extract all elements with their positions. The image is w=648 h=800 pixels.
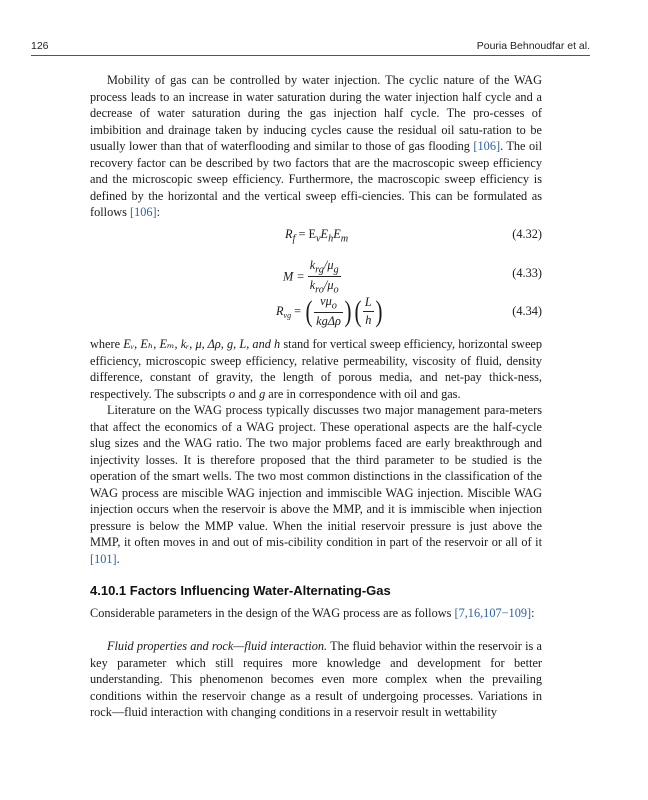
paragraph-4 (90, 605, 542, 622)
eq-symbol: = E (298, 227, 316, 241)
eq-4-34-body (276, 294, 384, 329)
para2-end: are in correspondence with oil and gas. (265, 386, 461, 401)
eq-symbol: /μ (323, 278, 334, 293)
eq-symbol: o (333, 284, 339, 296)
page-header (31, 40, 590, 54)
eq-symbol: R (276, 304, 284, 319)
para2-text: stand for vertical sweep efficiency, horizontal sweep efficiency, microscopic sweep efficiency, relative permeability, viscosity of fluid, density difference, constant of gravity, the length of porous media, and net-pay thick-ness, respectively. The subscripts (90, 337, 543, 401)
eq-symbol: f (292, 233, 296, 245)
eq-4-32-body (285, 227, 348, 244)
para5-italic-lead: Fluid properties and rock—fluid interaction. (107, 639, 328, 653)
fraction (363, 295, 374, 328)
eq-symbol: R (285, 227, 293, 241)
fraction (314, 294, 343, 329)
paren-right: ) (344, 294, 352, 328)
equation-number: (4.32) (512, 227, 542, 241)
variable-list: Eᵥ, Eₕ, Eₘ, kᵣ, μ, Δρ, g, L, and h (123, 337, 281, 351)
eq-symbol: = (294, 304, 302, 319)
para2-where: where (90, 337, 124, 351)
citation-link[interactable]: [101] (90, 551, 117, 566)
para1-end: : (156, 205, 161, 219)
eq-symbol: g (333, 264, 339, 276)
eq-symbol: ro (315, 284, 324, 296)
eq-symbol: k (309, 258, 316, 272)
eq-symbol: m (340, 233, 349, 245)
running-title: Pouria Behnoudfar et al. (476, 40, 590, 52)
eq-symbol: L (364, 295, 372, 310)
para1-text: Mobility of gas can be controlled by water injection. The cyclic nature of the WAG process leads to an increase in water saturation during the water injection half cycle and a decrease of water saturation during the gas injection half cycle. The pro-cesses of imbibition and drainage taken by inducing cycles cause the residual oil satu-ration to be usually lower than that of waterflooding and similar to those of gas flooding (90, 73, 542, 153)
paragraph-1 (90, 72, 542, 221)
equation-number: (4.34) (512, 304, 542, 318)
eq-symbol: v (315, 233, 321, 245)
eq-symbol: M = (283, 269, 305, 284)
para1-text2: . The oil recovery factor can be described by two factors that are the macroscopic sweep efficiency and the microscopic sweep efficiency. Furthermore, the macroscopic sweep efficiency is defined by the horizontal and the vertical sweep effi-ciencies. This can be formulated as follows (90, 139, 542, 219)
eq-symbol: rg (315, 264, 324, 276)
equation-4-32 (90, 227, 542, 245)
eq-symbol: vμ (320, 294, 332, 308)
header-rule (31, 55, 590, 56)
paragraph-3 (90, 402, 542, 567)
fraction (308, 258, 341, 296)
eq-symbol: v (283, 311, 288, 321)
eq-symbol: o (331, 300, 337, 312)
para3-text: Literature on the WAG process typically discusses two major management para-meters that affect the economics of a WAG project. These operational aspects are the half-cycle slug sizes and the WAG ratio. The two major problems faced are early breakthrough and injectivity losses. It is therefore proposed that the third parameter to be studied is the operation of the smart wells. The two most common distinctions in the classification of the WAG process are miscible WAG injection and immiscible WAG injection. Miscible WAG injection occurs when the reservoir is above the MMP, and it is immiscible when injection pressure is below the MMP value. When the initial reservoir pressure is just above the MMP, it often moves in and out of mis-cibility condition in part of the reservoir or all of it (90, 403, 542, 549)
para3-end: . (116, 551, 120, 566)
para4-end: : (531, 606, 535, 620)
page-number: 126 (31, 40, 49, 52)
citation-link[interactable]: [106] (473, 139, 501, 153)
paren-right: ) (375, 294, 383, 328)
section-heading: 4.10.1 Factors Influencing Water-Alternating-Gas (90, 583, 391, 598)
eq-symbol: /μ (323, 258, 334, 272)
eq-symbol: h (365, 313, 372, 328)
eq-symbol: E (320, 227, 329, 241)
eq-symbol: kgΔρ (316, 314, 341, 329)
equation-number: (4.33) (512, 266, 542, 280)
para4-text: Considerable parameters in the design of the WAG process are as follows (90, 606, 455, 620)
subscript-g: g (259, 386, 266, 401)
eq-symbol: E (333, 227, 341, 241)
para5-text: The fluid behavior within the reservoir is a key parameter which still requires more knowledge and development for better understanding. This phenomenon becomes even more complex when the prevailing conditions within the reservoir change as a result of undergoing processes. Variations in rock—fluid interaction with changing conditions in a reservoir result in wettability (90, 639, 542, 719)
equation-4-34 (90, 294, 542, 334)
para2-and: and (235, 386, 260, 401)
citation-link[interactable]: [7,16,107−109] (454, 606, 532, 620)
paren-left: ( (305, 294, 313, 328)
eq-symbol: k (309, 278, 316, 293)
paren-left: ( (354, 294, 362, 328)
subscript-o: o (229, 386, 236, 401)
paragraph-2 (90, 336, 542, 402)
citation-link[interactable]: [106] (129, 205, 157, 219)
eq-symbol: g (287, 311, 292, 321)
paragraph-5 (90, 638, 542, 721)
eq-symbol: h (328, 233, 334, 245)
equation-4-33 (90, 254, 542, 294)
eq-4-33-body (283, 258, 341, 296)
